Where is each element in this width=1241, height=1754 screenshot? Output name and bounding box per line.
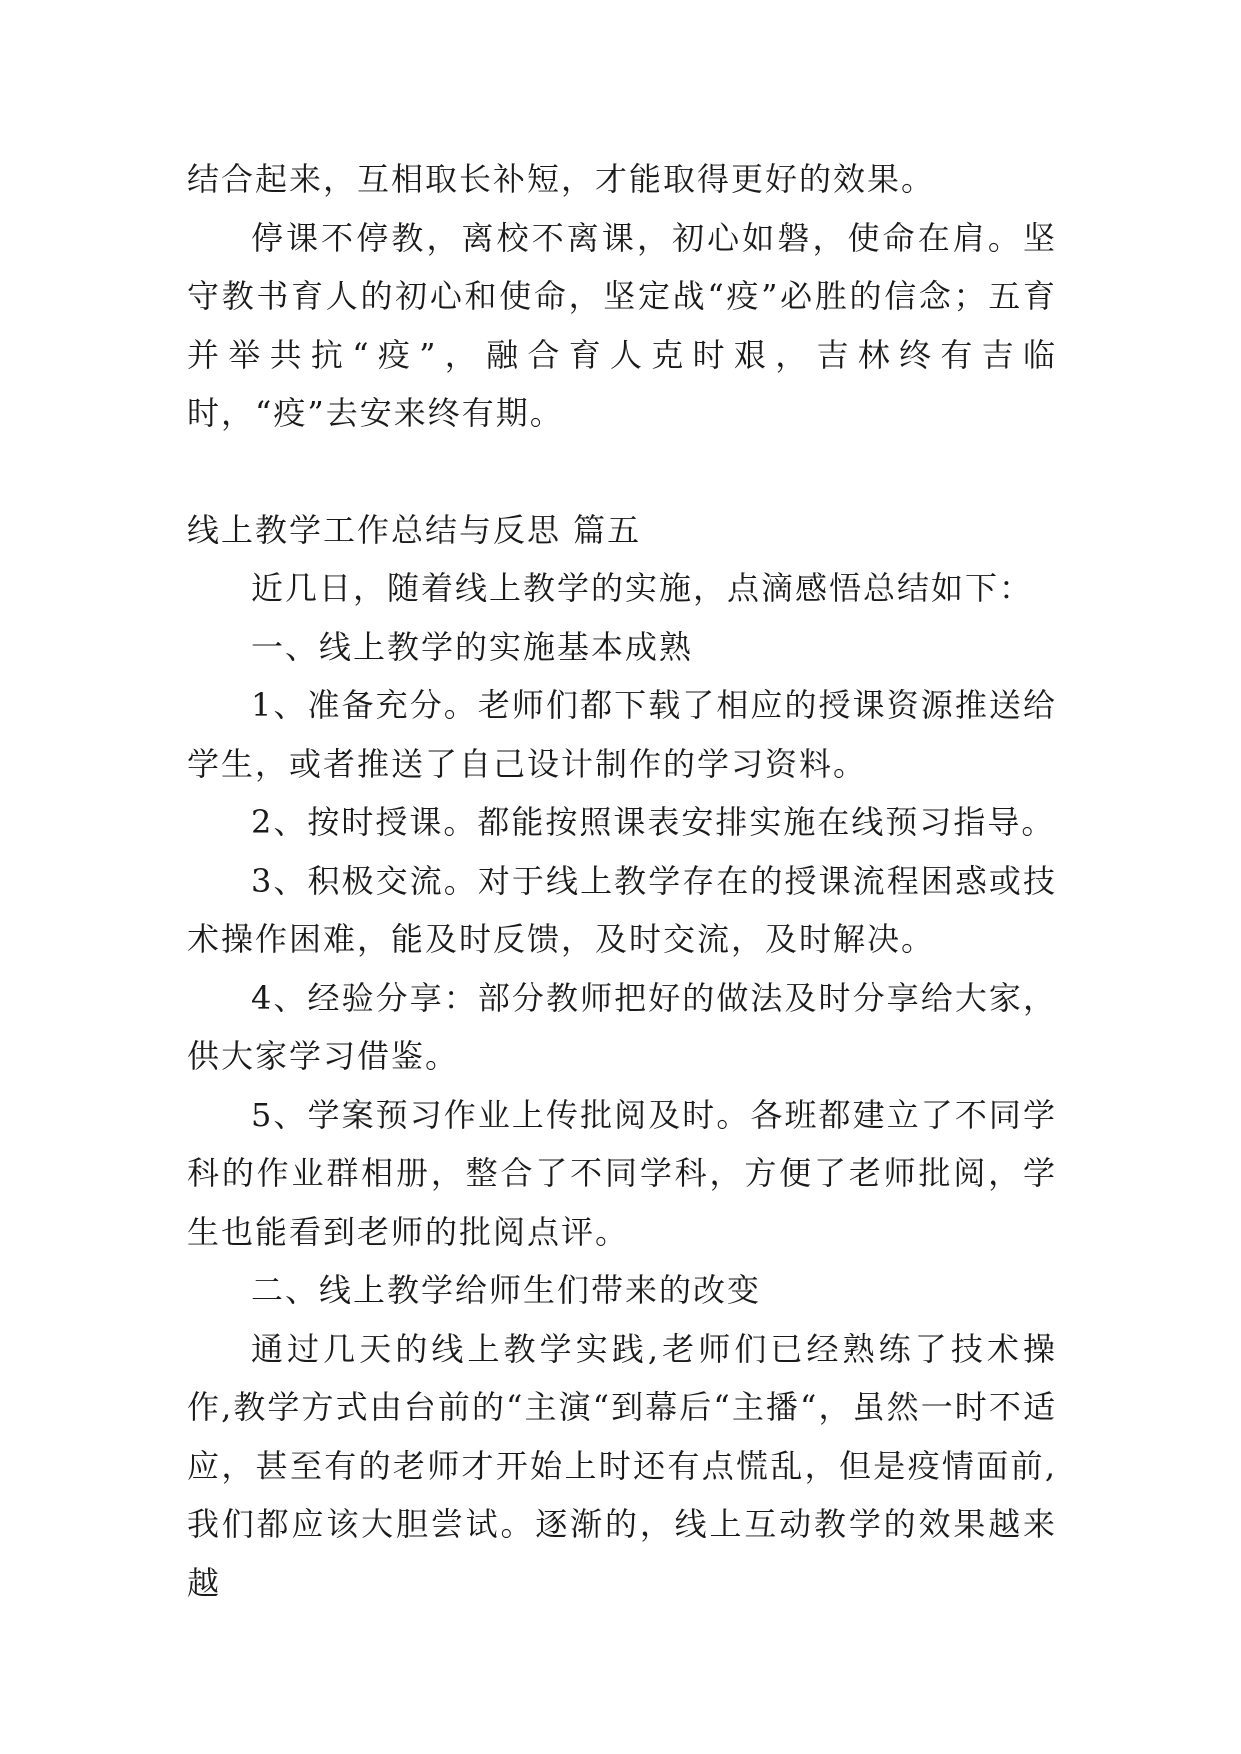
list-item-5: 5、学案预习作业上传批阅及时。各班都建立了不同学科的作业群相册，整合了不同学科，方便了老师批阅，学生也能看到老师的批阅点评。 — [187, 1095, 1057, 1251]
list-item-3: 3、积极交流。对于线上教学存在的授课流程困惑或技术操作困难，能及时反馈，及时交流，及时解决。 — [187, 861, 1057, 958]
paragraph-conclusion: 停课不停教，离校不离课，初心如磐，使命在肩。坚守教书育人的初心和使命，坚定战“疫”必胜的信念；五育并举共抗“疫”，融合育人克时艰，吉林终有吉临时，“疫”去安来终有期。 — [187, 218, 1057, 432]
list-item-1: 1、准备充分。老师们都下载了相应的授课资源推送给学生，或者推送了自己设计制作的学习资料。 — [187, 686, 1057, 783]
list-item-4: 4、经验分享：部分教师把好的做法及时分享给大家，供大家学习借鉴。 — [187, 978, 1057, 1075]
subheading-1: 一、线上教学的实施基本成熟 — [251, 627, 694, 666]
paragraph-intro: 近几日，随着线上教学的实施，点滴感悟总结如下： — [251, 569, 1034, 607]
list-item-2: 2、按时授课。都能按照课表安排实施在线预习指导。 — [251, 803, 1056, 841]
paragraph-change: 通过几天的线上教学实践,老师们已经熟练了技术操作,教学方式由台前的“主演“到幕后“主播“，虽然一时不适应，甚至有的老师才开始上时还有点慌乱，但是疫情面前,我们都应该大胆尝试。逐渐的，线上互动教学的效果越来越 — [187, 1329, 1057, 1602]
paragraph-continuation: 结合起来，互相取长补短，才能取得更好的效果。 — [187, 160, 936, 198]
section-spacer — [187, 443, 1057, 501]
section-title: 线上教学工作总结与反思 篇五 — [187, 510, 642, 549]
subheading-2: 二、线上教学给师生们带来的改变 — [251, 1271, 762, 1309]
document-body — [187, 150, 1057, 1612]
